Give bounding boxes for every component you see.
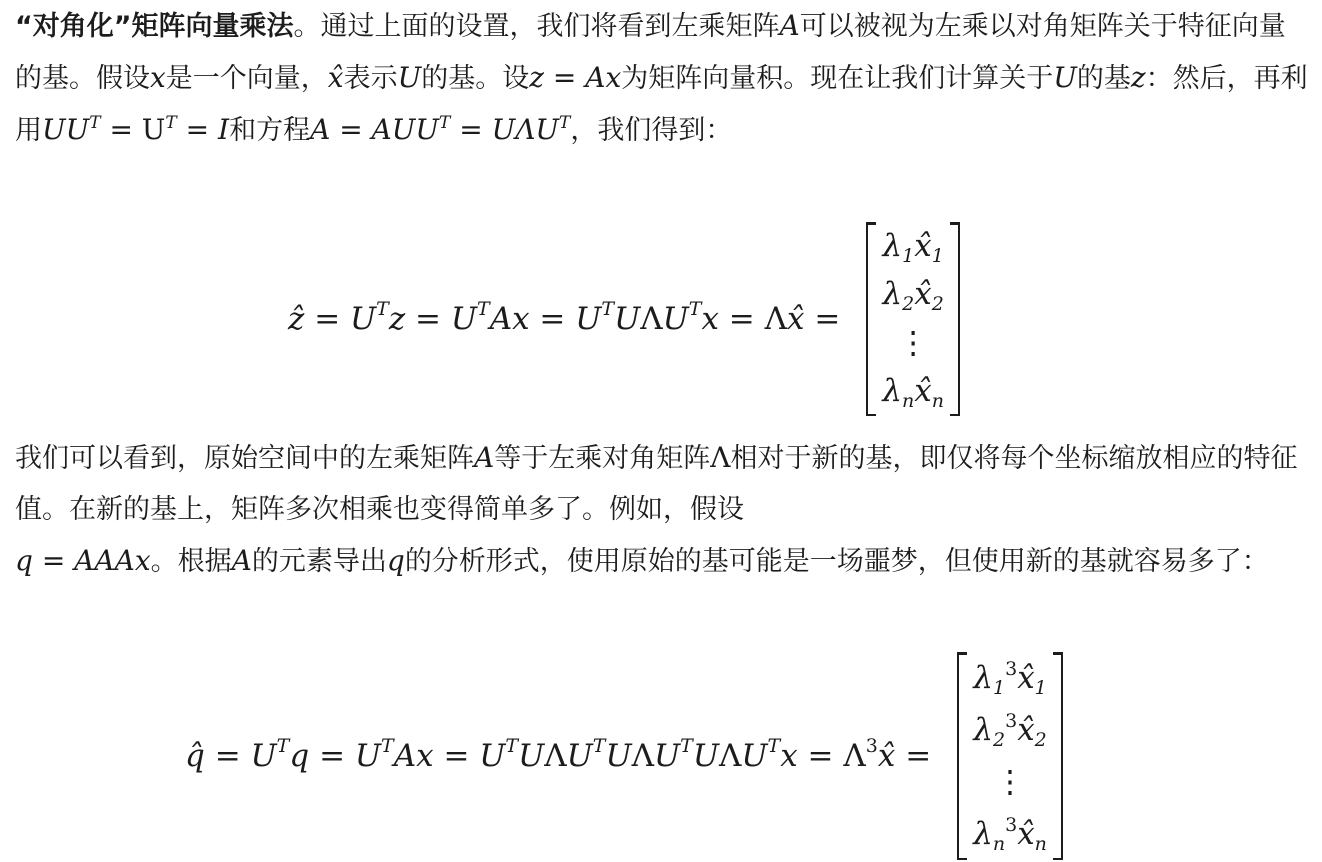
math-x-hat: x̂ — [327, 61, 344, 94]
math-Lambda: Λ — [710, 441, 731, 474]
text: 我们可以看到，原始空间中的左乘矩阵 — [15, 443, 474, 474]
equation-z-hat — [288, 222, 960, 416]
math-x: x — [150, 61, 166, 94]
equation-q-hat — [185, 652, 1063, 860]
paragraph-diagonalized-multiplication — [15, 0, 1310, 156]
paragraph-repeated-multiplication — [15, 432, 1310, 587]
math-orthogonality: $UU^T = U^T = I$ — [42, 113, 230, 146]
vector-entry: $\lambda_1^3x̂_1$ — [973, 657, 1047, 699]
math-eigendecomposition: $A = AUU^T = U\Lambda U^T$ — [310, 113, 571, 146]
math-A: A — [779, 9, 800, 42]
vertical-ellipsis: ⋮ — [994, 763, 1026, 800]
text: 的基 — [1076, 63, 1131, 94]
math-U: U — [397, 61, 422, 94]
vector-entry: $\lambda_1x̂_1$ — [882, 227, 944, 267]
text: 。通过上面的设置，我们将看到左乘矩阵 — [293, 11, 780, 42]
text: 的元素导出 — [251, 546, 387, 577]
text: 和方程 — [229, 115, 311, 146]
text: 表示 — [343, 63, 398, 94]
vector-entry: $\lambda_2^3x̂_2$ — [973, 709, 1047, 751]
equation-lhs: q̂ = $U^Tq = U^TAx = U^TU\Lambda U^TU\Lambda U^TU\Lambda U^Tx$ = $\Lambda^3x̂$ = — [185, 735, 932, 774]
text: 。根据 — [150, 546, 232, 577]
math-U: U — [1053, 61, 1077, 94]
column-vector — [957, 652, 1063, 860]
equation-lhs: ẑ = $U^Tz = U^TAx = U^TU\Lambda U^Tx$ = Λx̂ = — [288, 298, 841, 337]
math-A: A — [474, 441, 495, 474]
text: 的基。设 — [421, 63, 530, 94]
text: ，我们得到： — [570, 115, 733, 146]
section-heading: “对角化”矩阵向量乘法 — [15, 11, 294, 42]
vector-entry: $\lambda_n^3x̂_n$ — [973, 813, 1047, 855]
math-A: A — [231, 544, 252, 577]
math-z: z — [1130, 61, 1146, 94]
text: 的分析形式，使用原始的基可能是一场噩梦，但使用新的基就容易多了： — [404, 546, 1269, 577]
text: 等于左乘对角矩阵 — [494, 443, 711, 474]
math-z-equals-Ax: z = Ax — [529, 61, 622, 94]
text: ：然后，再利用 — [15, 63, 1308, 146]
column-vector — [866, 222, 960, 416]
math-q-equals-AAAx: q = AAAx — [15, 544, 151, 577]
text: 相对于新的基，即仅将每个坐标缩放相应的特征值。在新的基上，矩阵多次相乘也变得简单多了。例如，假设 — [15, 443, 1298, 525]
text: 为矩阵向量积。现在让我们计算关于 — [621, 63, 1054, 94]
vector-entry: $\lambda_nx̂_n$ — [882, 373, 944, 413]
vector-entry: $\lambda_2x̂_2$ — [882, 276, 944, 316]
text: 是一个向量， — [165, 63, 328, 94]
text: 可以被视为左乘以对角矩阵关于特征向量的基。假设 — [15, 11, 1286, 94]
math-q: q — [386, 544, 405, 577]
vertical-ellipsis: ⋮ — [897, 324, 929, 361]
